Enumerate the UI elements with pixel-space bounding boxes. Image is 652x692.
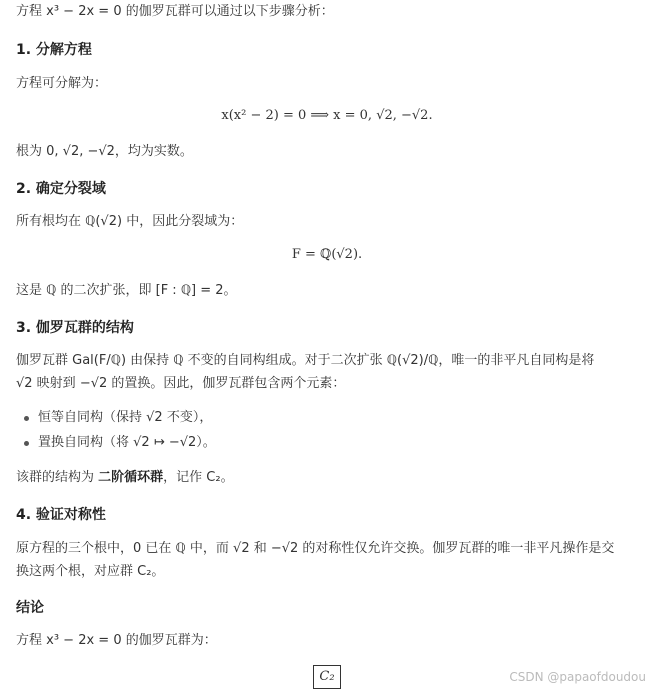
section-4-para-line-2: 换这两个根，对应群 C₂。 [16, 564, 165, 579]
section-4-para-line-1: 原方程的三个根中，0 已在 ℚ 中，而 √2 和 −√2 的对称性仅允许交换。伽罗瓦群的唯一非平凡操作是交 [16, 541, 615, 556]
splitting-field-formula: F = ℚ(√2). [291, 247, 363, 262]
list-item-identity: 恒等自同构（保持 √2 不变）， [38, 410, 213, 425]
conclusion-text: 方程 x³ − 2x = 0 的伽罗瓦群为： [16, 633, 217, 648]
section-2-heading: 2. 确定分裂域 [16, 181, 106, 197]
conclusion-heading: 结论 [16, 600, 44, 616]
section-3-para-line-2: √2 映射到 −√2 的置换。因此，伽罗瓦群包含两个元素： [16, 376, 346, 391]
section-1-text: 方程可分解为： [16, 76, 108, 91]
bullet-dot [24, 416, 29, 421]
roots-text: 根为 0, √2, −√2，均为实数。 [16, 144, 193, 159]
watermark: CSDN @papaofdoudou [509, 670, 646, 684]
section-2-text: 所有根均在 ℚ(√2) 中，因此分裂域为： [16, 214, 244, 229]
cyclic-group-bold: 二阶循环群 [98, 470, 164, 485]
extension-degree-text: 这是 ℚ 的二次扩张，即 [F : ℚ] = 2。 [16, 283, 237, 298]
section-4-heading: 4. 验证对称性 [16, 507, 106, 523]
bullet-dot [24, 441, 29, 446]
factor-formula: x(x² − 2) = 0 ⟹ x = 0, √2, −√2. [221, 108, 433, 123]
section-3-para-line-1: 伽罗瓦群 Gal(F/ℚ) 由保持 ℚ 不变的自同构组成。对于二次扩张 ℚ(√2)/ℚ，唯一的非平凡自同构是将 [16, 353, 595, 368]
group-structure-text: 该群的结构为 二阶循环群，记作 C₂。 [16, 470, 234, 485]
intro-text: 方程 x³ − 2x = 0 的伽罗瓦群可以通过以下步骤分析： [16, 4, 334, 19]
boxed-answer: C₂ [313, 665, 340, 689]
section-1-heading: 1. 分解方程 [16, 42, 92, 58]
list-item-swap: 置换自同构（将 √2 ↦ −√2）。 [38, 435, 216, 450]
section-3-heading: 3. 伽罗瓦群的结构 [16, 320, 134, 336]
